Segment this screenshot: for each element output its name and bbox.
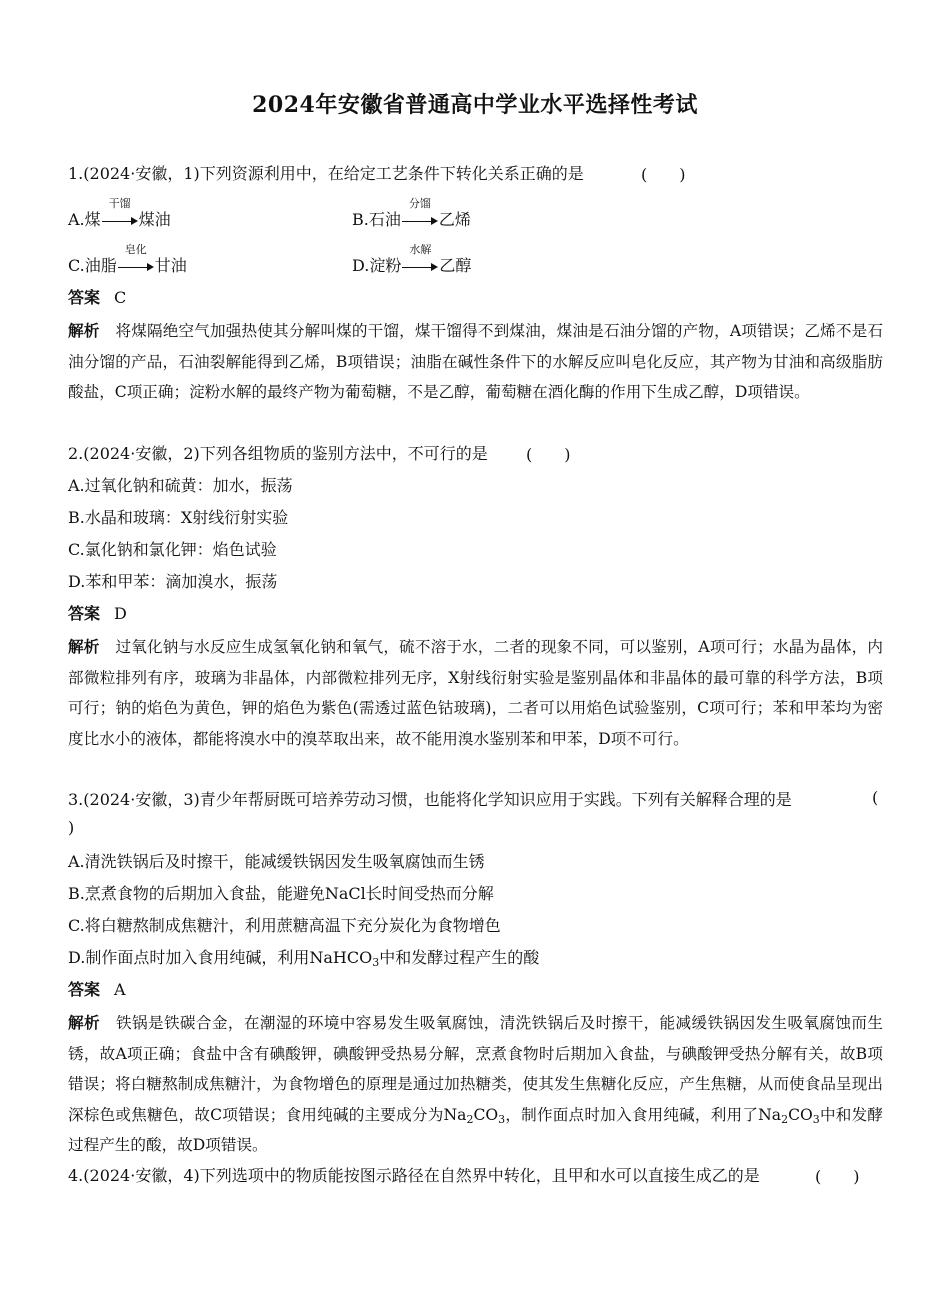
- analysis-label: 解析: [68, 637, 100, 656]
- question-1-text: 1.(2024·安徽，1)下列资源利用中，在给定工艺条件下转化关系正确的是: [68, 164, 584, 183]
- question-3-text: 3.(2024·安徽，3)青少年帮厨既可培养劳动习惯，也能将化学知识应用于实践。下列有关解释合理的是: [68, 790, 792, 809]
- reaction-arrow: [401, 243, 439, 278]
- question-1-option-d: D.淀粉 水解 乙醇: [352, 254, 471, 278]
- question-3-option-b: B.烹煮食物的后期加入食盐，能避免NaCl长时间受热而分解: [68, 884, 494, 903]
- reaction-arrow: [117, 243, 155, 278]
- answer-label: 答案: [68, 604, 101, 623]
- question-3-paren-close: ): [68, 818, 75, 837]
- question-1-stem: [68, 162, 883, 186]
- arrow-condition: 水解: [409, 243, 432, 256]
- question-2-option-b: B.水晶和玻璃：X射线衍射实验: [68, 508, 289, 527]
- question-2-option-a: A.过氧化钠和硫黄：加水，振荡: [68, 476, 293, 495]
- question-3-paren-open: (: [872, 788, 879, 807]
- question-1-paren: ( ): [641, 165, 686, 184]
- arrow-condition: 分馏: [408, 197, 431, 210]
- answer-value: D: [114, 604, 127, 623]
- question-2-answer: [68, 602, 883, 626]
- question-2-option-d: D.苯和甲苯：滴加溴水，振荡: [68, 572, 278, 591]
- question-3-option-a: A.清洗铁锅后及时擦干，能减缓铁锅因发生吸氧腐蚀而生锈: [68, 852, 485, 871]
- question-1-option-b: B.石油 分馏 乙烯: [352, 208, 471, 232]
- question-3-option-c: C.将白糖熬制成焦糖汁，利用蔗糖高温下充分炭化为食物增色: [68, 916, 501, 935]
- answer-value: C: [114, 288, 127, 307]
- answer-label: 答案: [68, 980, 101, 999]
- question-3-stem: [68, 788, 883, 812]
- question-2-option-c: C.氯化钠和氯化钾：焰色试验: [68, 540, 277, 559]
- page-title: 2024年安徽省普通高中学业水平选择性考试: [252, 92, 698, 118]
- question-1-option-c: C.油脂 皂化 甘油: [68, 254, 187, 278]
- question-1-analysis: [68, 316, 883, 408]
- question-2-analysis: [68, 632, 883, 754]
- question-1-answer: [68, 286, 883, 310]
- reaction-arrow: [401, 197, 439, 232]
- analysis-label: 解析: [68, 1013, 100, 1032]
- question-2-stem: [68, 442, 883, 466]
- question-4-paren: ( ): [815, 1167, 860, 1186]
- question-4-stem: [68, 1164, 883, 1188]
- arrow-condition: 干馏: [108, 197, 131, 210]
- question-3-analysis: 解析 铁锅是铁碳合金，在潮湿的环境中容易发生吸氧腐蚀，清洗铁锅后及时擦干，能减缓铁锅因发生吸氧腐蚀而生锈，故A项正确；食盐中含有碘酸钾，碘酸钾受热易分解，烹煮食物时后期加入食盐，与碘酸钾受热分解有关，故B项错误；将白糖熬制成焦糖汁，为食物增色的原理是通过加热糖类，使其发生焦糖化反应，产生焦糖，从而使食品呈现出深棕色或焦糖色，故C项错误；食用纯碱的主要成分为$Na_2CO_3$，制作面点时加入食用纯碱，利用了$Na_2CO_3$中和发酵过程产生的酸，故D项错误。: [68, 1013, 883, 1154]
- question-3-option-d: D.制作面点时加入食用纯碱，利用NaHCO$_3$中和发酵过程产生的酸: [68, 948, 540, 969]
- question-1-option-a: A.煤 干馏 煤油: [68, 208, 171, 232]
- answer-value: A: [114, 980, 126, 999]
- reaction-arrow: [101, 197, 139, 232]
- arrow-condition: 皂化: [124, 243, 147, 256]
- question-3-answer: [68, 978, 883, 1002]
- analysis-text: 过氧化钠与水反应生成氢氧化钠和氧气，硫不溶于水，二者的现象不同，可以鉴别，A项可行；水晶为晶体，内部微粒排列有序，玻璃为非晶体，内部微粒排列无序，X射线衍射实验是鉴别晶体和非晶体的最可靠的科学方法，B项可行；钠的焰色为黄色，钾的焰色为紫色(需透过蓝色钴玻璃)，二者可以用焰色试验鉴别，C项可行；苯和甲苯均为密度比水小的液体，都能将溴水中的溴萃取出来，故不能用溴水鉴别苯和甲苯，D项不可行。: [68, 638, 883, 748]
- answer-label: 答案: [68, 288, 101, 307]
- question-4-text: 4.(2024·安徽，4)下列选项中的物质能按图示路径在自然界中转化，且甲和水可以直接生成乙的是: [68, 1166, 760, 1185]
- question-2-paren: ( ): [526, 445, 571, 464]
- question-2-text: 2.(2024·安徽，2)下列各组物质的鉴别方法中，不可行的是: [68, 444, 488, 463]
- analysis-text: 将煤隔绝空气加强热使其分解叫煤的干馏，煤干馏得不到煤油，煤油是石油分馏的产物，A项错误；乙烯不是石油分馏的产品，石油裂解能得到乙烯，B项错误；油脂在碱性条件下的水解反应叫皂化反应，其产物为甘油和高级脂肪酸盐，C项正确；淀粉水解的最终产物为葡萄糖，不是乙醇，葡萄糖在酒化酶的作用下生成乙醇，D项错误。: [68, 322, 883, 401]
- analysis-label: 解析: [68, 321, 100, 340]
